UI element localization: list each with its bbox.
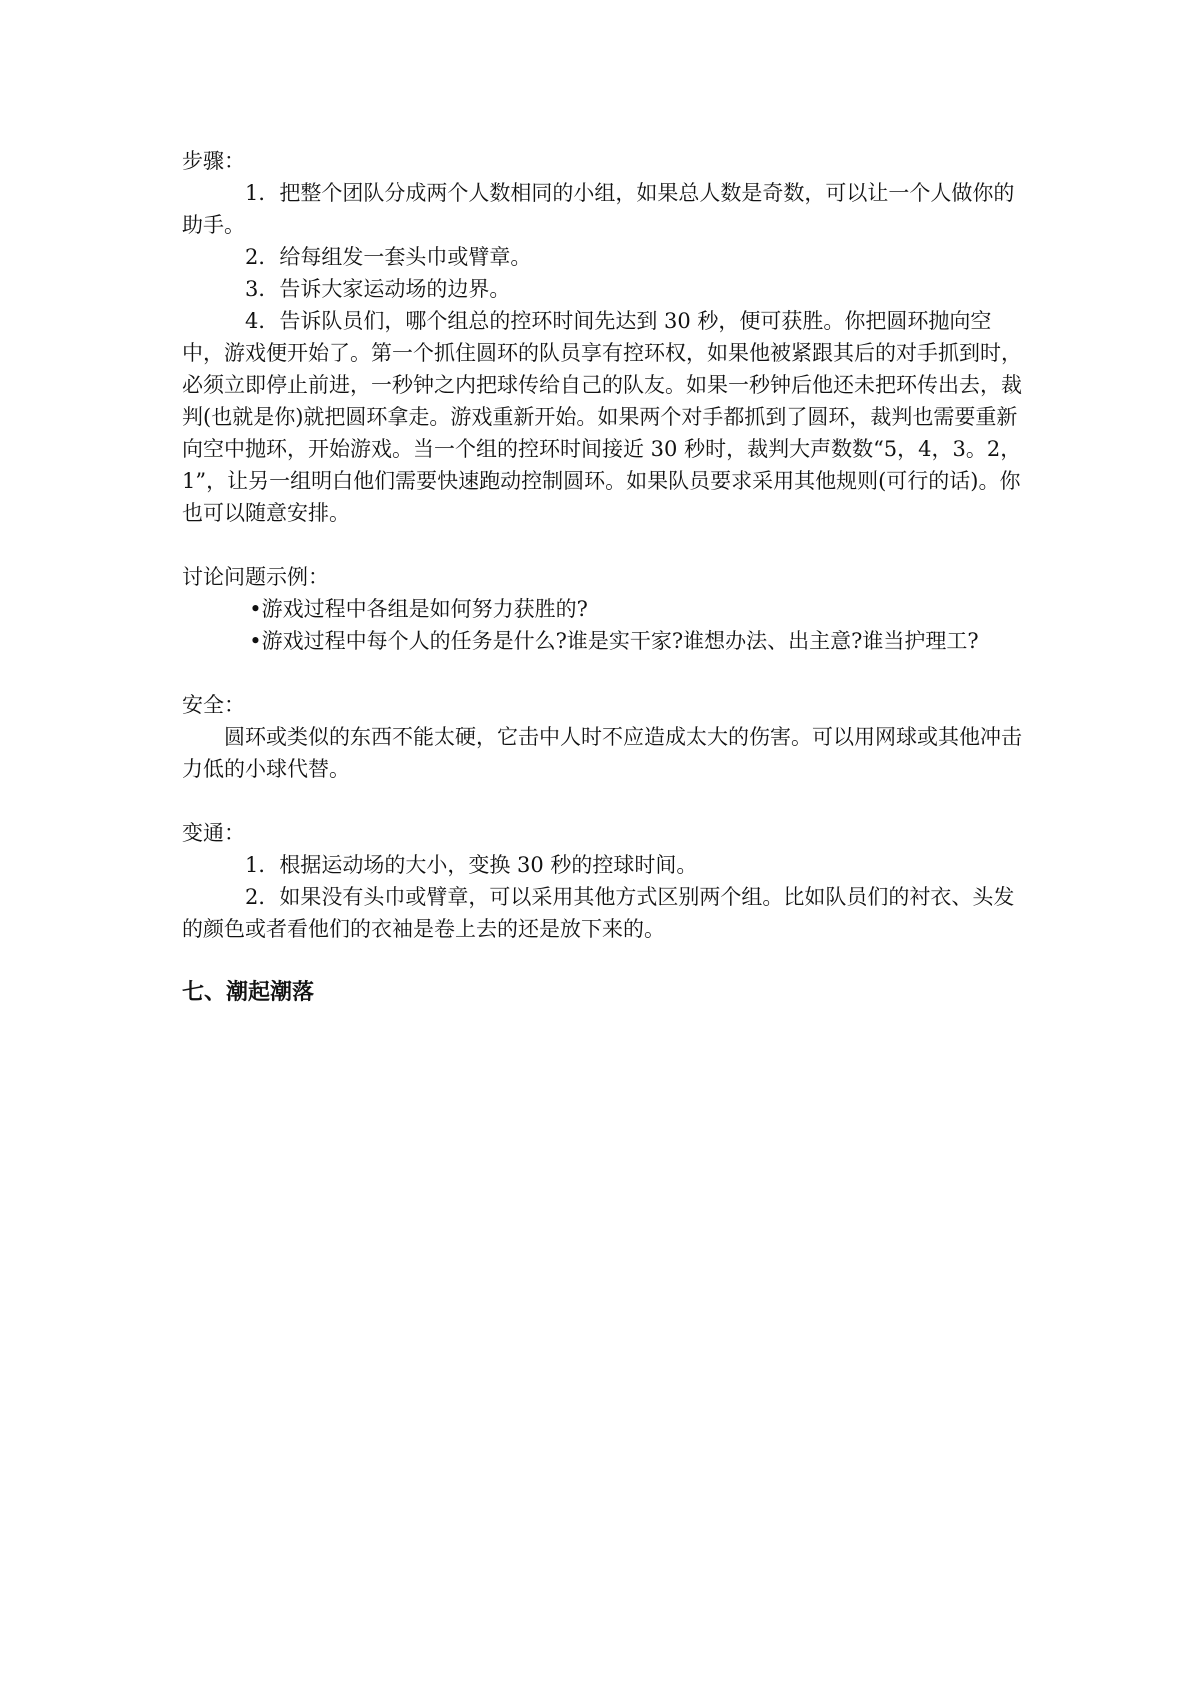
document-page <box>182 145 1028 1009</box>
discussion-item-1: •游戏过程中各组是如何努力获胜的? <box>249 597 588 621</box>
step-item-4: 4．告诉队员们，哪个组总的控环时间先达到 30 秒，便可获胜。你把圆环抛向空中，游戏便开始了。第一个抓住圆环的队员享有控环权，如果他被紧跟其后的对手抓到时，必须立即停止前进，一秒钟之内把球传给自己的队友。如果一秒钟后他还未把环传出去，裁判(也就是你)就把圆环拿走。游戏重新开始。如果两个对手都抓到了圆环，裁判也需要重新向空中抛环，开始游戏。当一个组的控环时间接近 30 秒时，裁判大声数数“5，4，3。2， 1”，让另一组明白他们需要快速跑动控制圆环。如果队员要求采用其他规则(可行的话)。你也可以随意安排。 <box>182 309 1022 525</box>
spacer <box>182 785 1028 817</box>
discussion-item-2: •游戏过程中每个人的任务是什么?谁是实干家?谁想办法、出主意?谁当护理工? <box>249 629 979 653</box>
steps-label: 步骤： <box>182 149 245 173</box>
step-item-2: 2．给每组发一套头巾或臂章。 <box>245 245 532 269</box>
variation-item-2: 2．如果没有头巾或臂章，可以采用其他方式区别两个组。比如队员们的衬衣、头发的颜色或者看他们的衣袖是卷上去的还是放下来的。 <box>182 885 1015 941</box>
variations-label: 变通： <box>182 821 245 845</box>
spacer <box>182 945 1028 977</box>
spacer <box>182 529 1028 561</box>
safety-label: 安全： <box>182 693 245 717</box>
step-item-1: 1．把整个团队分成两个人数相同的小组，如果总人数是奇数，可以让一个人做你的助手。 <box>182 181 1015 237</box>
safety-text: 圆环或类似的东西不能太硬，它击中人时不应造成太大的伤害。可以用网球或其他冲击力低的小球代替。 <box>182 725 1022 781</box>
variation-item-1: 1．根据运动场的大小，变换 30 秒的控球时间。 <box>245 853 698 877</box>
step-item-3: 3．告诉大家运动场的边界。 <box>245 277 511 301</box>
section-heading: 七、潮起潮落 <box>182 980 315 1005</box>
discussion-label: 讨论问题示例： <box>182 565 329 589</box>
spacer <box>182 657 1028 689</box>
